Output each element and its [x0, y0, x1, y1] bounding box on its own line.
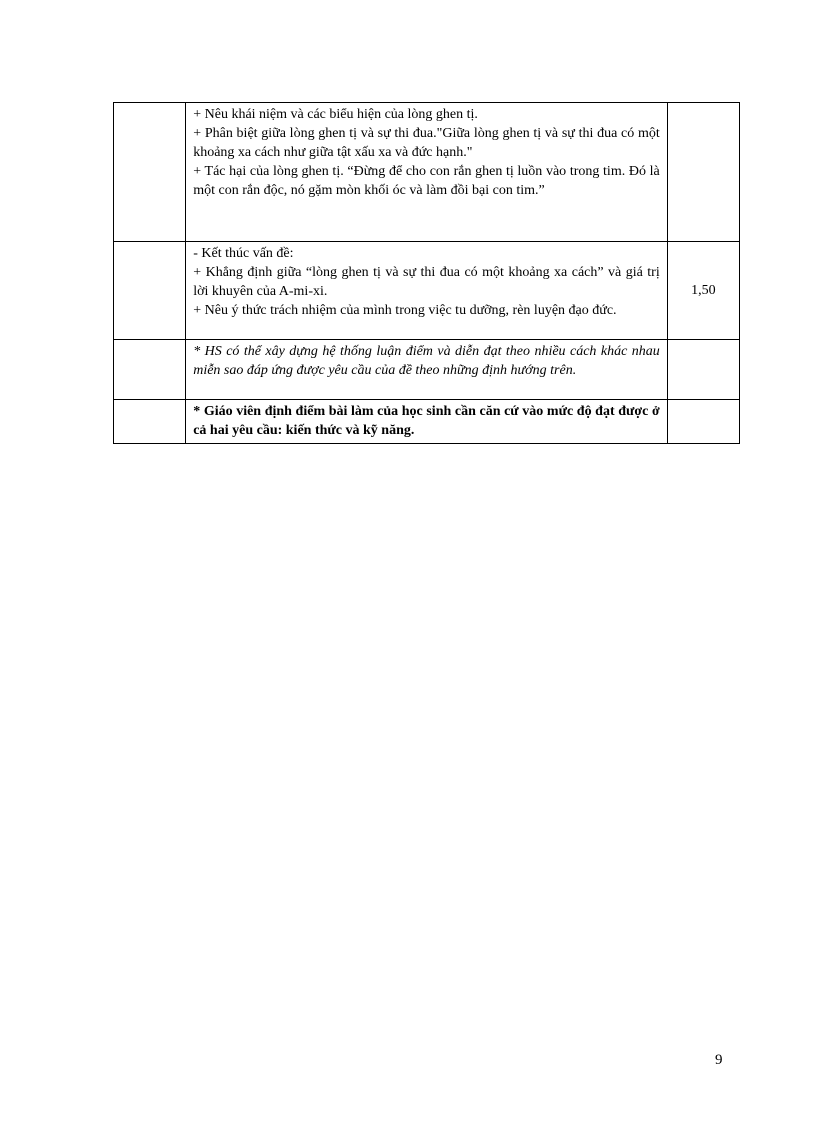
- table-row: [114, 103, 740, 242]
- section-cell: [114, 400, 186, 444]
- content-line: + Phân biệt giữa lòng ghen tị và sự thi đua."Giữa lòng ghen tị và sự thi đua có một khoảng xa cách như giữa tật xấu xa và đức hạnh.": [193, 126, 660, 160]
- section-cell: [114, 103, 186, 242]
- content-line: + Khẳng định giữa “lòng ghen tị và sự thi đua có một khoảng xa cách” và giá trị lời khuyên của A-mi-xi.: [193, 265, 660, 299]
- content-line: + Tác hại của lòng ghen tị. “Đừng để cho con rắn ghen tị luồn vào trong tim. Đó là một con rắn độc, nó gặm mòn khối óc và làm đồi bại con tim.”: [193, 164, 660, 198]
- note-cell: * HS có thể xây dựng hệ thống luận điểm và diễn đạt theo nhiều cách khác nhau miễn sao đáp ứng được yêu cầu của đề theo những định hướng trên.: [186, 340, 668, 400]
- table-row: [114, 242, 740, 340]
- content-line: + Nêu khái niệm và các biểu hiện của lòng ghen tị.: [193, 107, 478, 122]
- section-cell: [114, 340, 186, 400]
- teacher-note-cell: * Giáo viên định điểm bài làm của học sinh cần căn cứ vào mức độ đạt được ở cả hai yêu cầu: kiến thức và kỹ năng.: [186, 400, 668, 444]
- table-row: [114, 340, 740, 400]
- score-cell: [667, 340, 739, 400]
- content-cell: [186, 103, 668, 242]
- page-number: 9: [715, 1052, 723, 1068]
- content-line: + Nêu ý thức trách nhiệm của mình trong việc tu dưỡng, rèn luyện đạo đức.: [193, 303, 617, 318]
- content-line: - Kết thúc vấn đề:: [193, 246, 294, 261]
- grading-table: [113, 102, 740, 444]
- score-cell: 1,50: [667, 242, 739, 340]
- score-cell: [667, 400, 739, 444]
- section-cell: [114, 242, 186, 340]
- score-cell: [667, 103, 739, 242]
- table-row: [114, 400, 740, 444]
- content-cell: [186, 242, 668, 340]
